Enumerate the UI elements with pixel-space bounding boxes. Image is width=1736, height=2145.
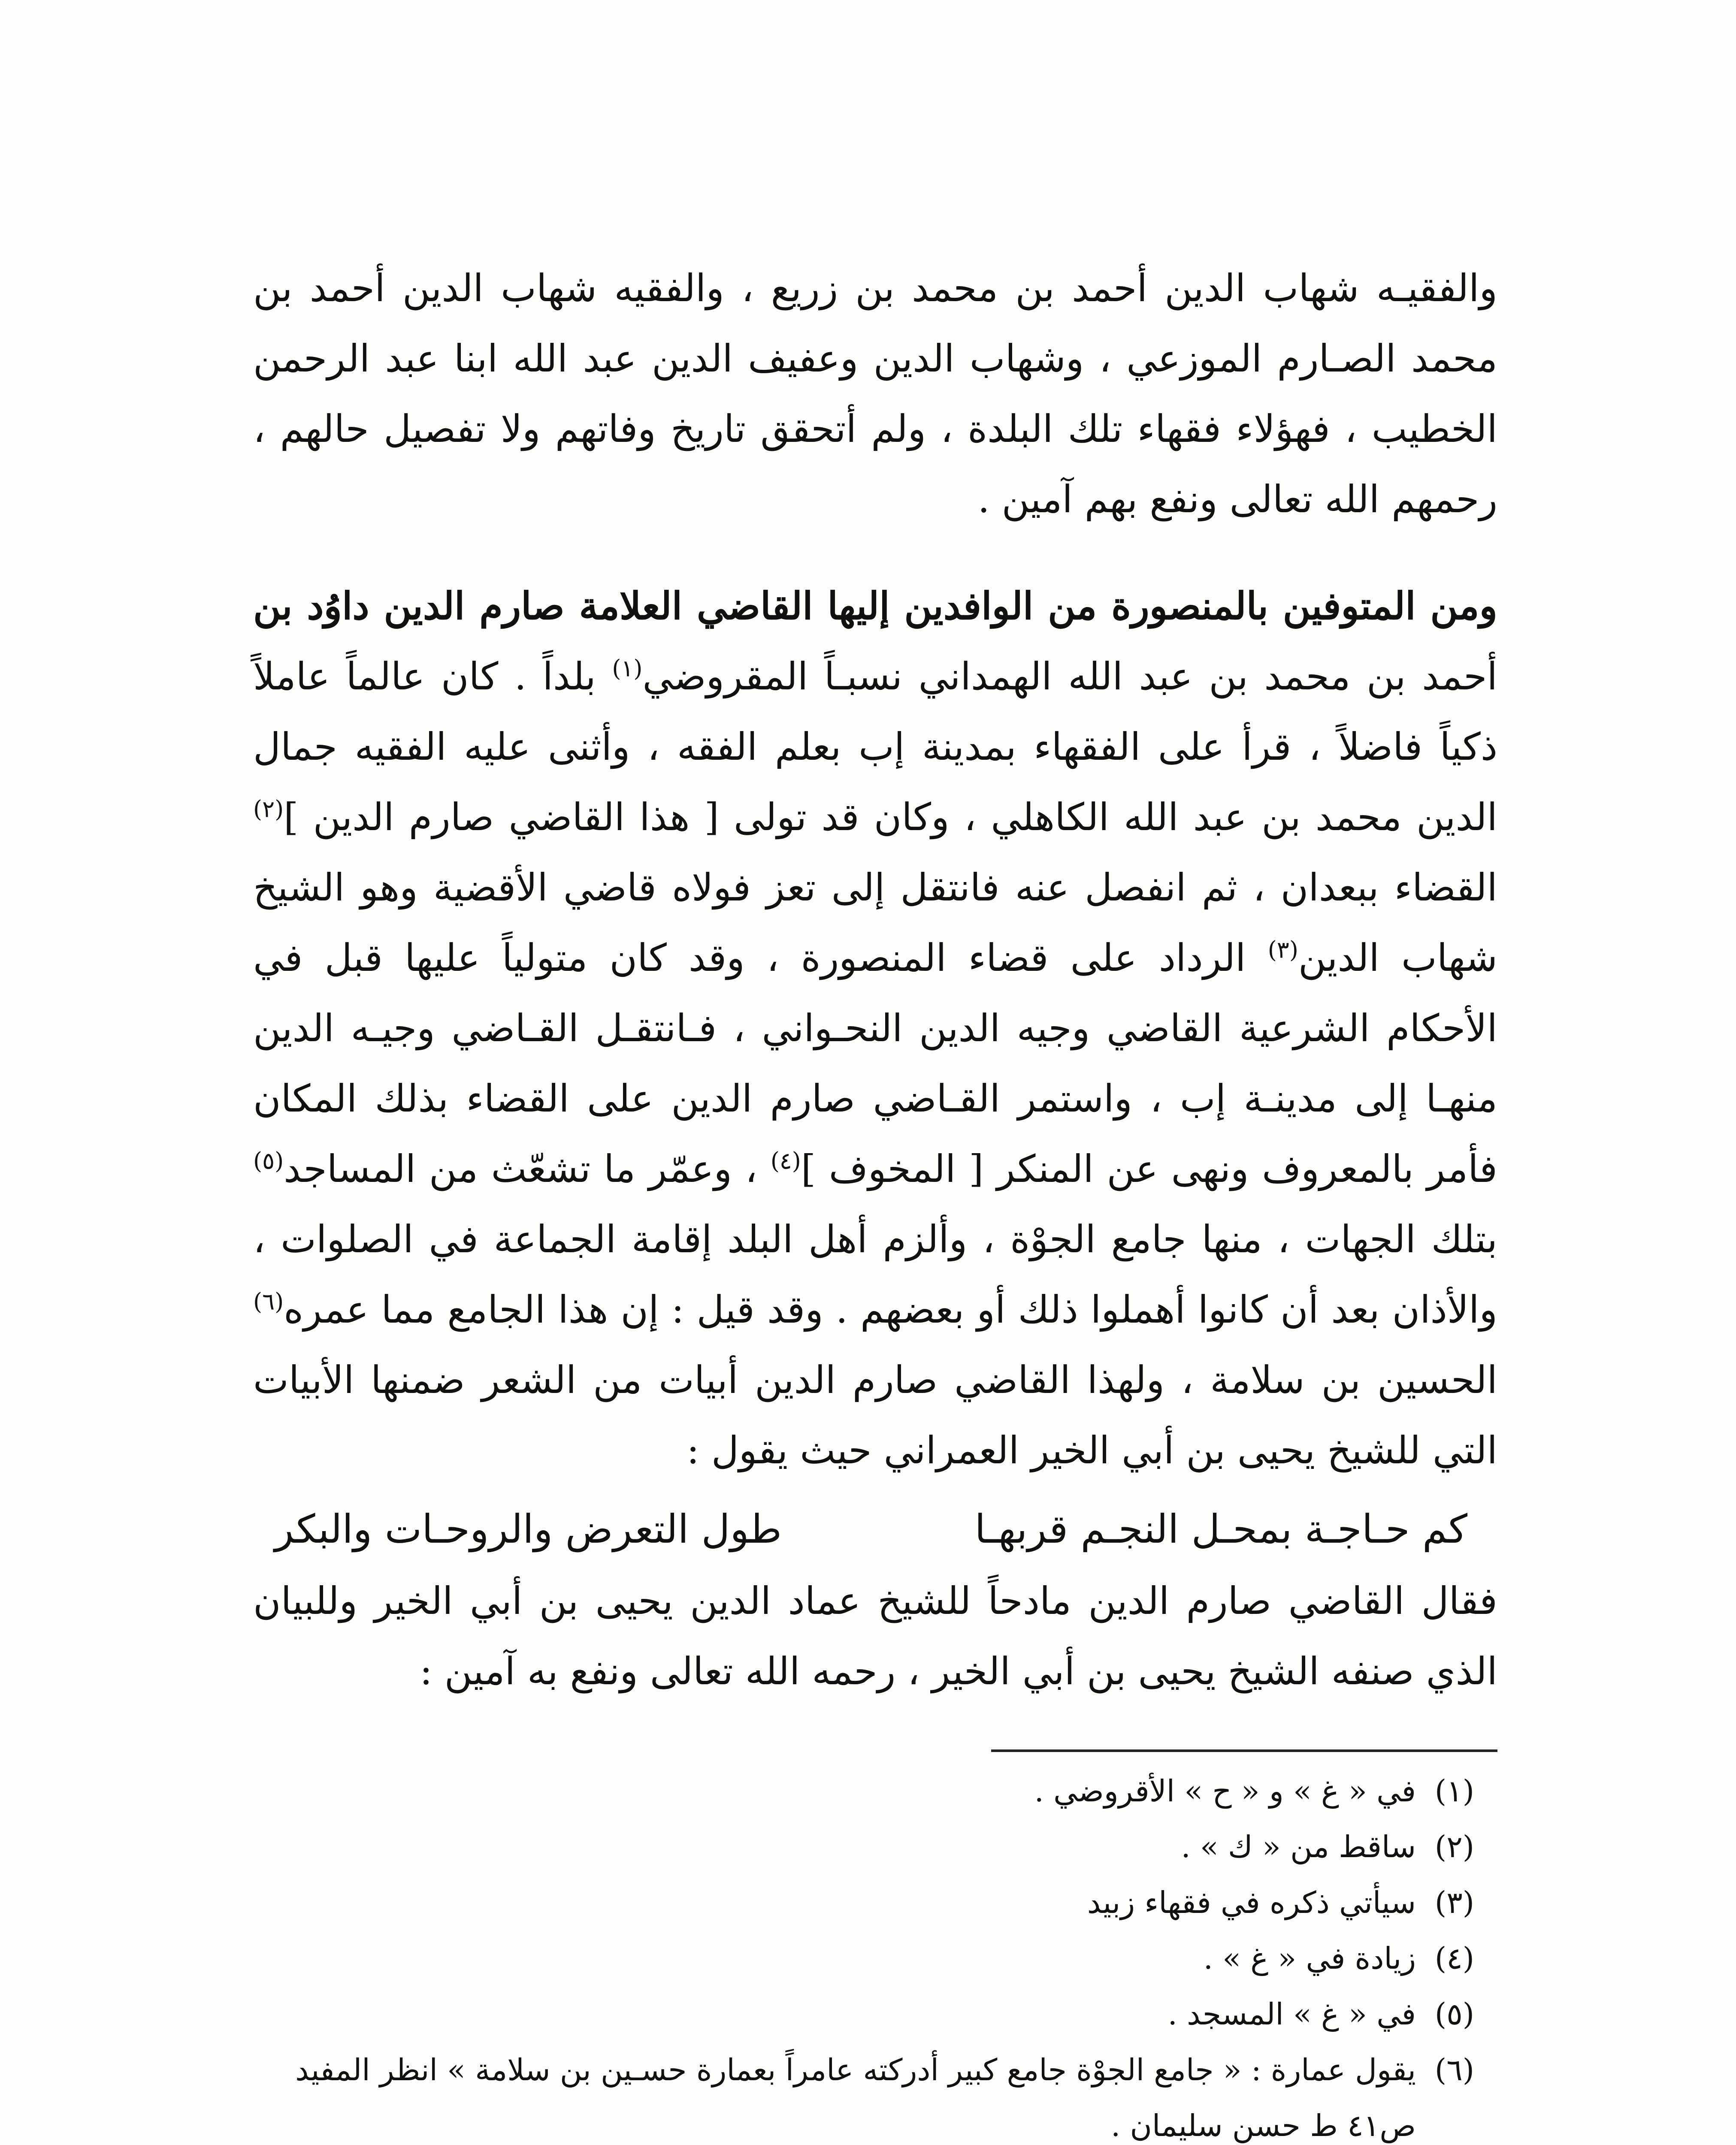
paragraph-2-segment: بلداً . كان عالماً عاملاً ذكياً فاضلاً ، قرأ على الفقهاء بمدينة إب بعلم الفقه ، وأثنى عليه الفقيه جمال الدين محمد بن عبد الله الكاهلي ، وكان قد تولى [ هذا القاضي صارم الدين ] <box>253 654 1498 839</box>
footnote-number: (٥) <box>1434 1997 1475 2032</box>
paragraph-2-lead: ومن المتوفين بالمنصورة من الوافدين إليها القاضي العلامة صارم الدين داوُد بن <box>253 583 1497 628</box>
footnotes <box>257 1763 1493 2145</box>
footnote-number: (٦) <box>1434 2052 1475 2088</box>
footnote-text: ساقط من « ك » . <box>1181 1829 1416 1864</box>
footnote-text: سيأتي ذكره في فقهاء زبيد <box>1087 1885 1416 1920</box>
verse-first-hemistich: كم حـاجـة بمحـل النجـم قربهـا <box>974 1506 1467 1552</box>
footnote-marker-1: (١) <box>612 655 643 682</box>
footnote-item <box>257 1763 1493 1819</box>
footnote-text: زيادة في « غ » . <box>1203 1941 1416 1976</box>
footnote-item <box>257 1986 1493 2042</box>
footnote-number: (٢) <box>1434 1829 1475 1864</box>
verse-second-hemistich: طول التعرض والروحـات والبكر <box>275 1506 782 1552</box>
footnote-item <box>257 1930 1493 1986</box>
footnote-number: (٤) <box>1434 1941 1475 1976</box>
poem-verse <box>275 1493 1467 1566</box>
footnote-text: في « غ » و « ح » الأقروضي . <box>1034 1773 1416 1809</box>
paragraph-2-segment: ، وعمّر ما تشعّث من المساجد <box>284 1147 771 1191</box>
paragraph-2-segment: الرداد على قضاء المنصورة ، وقد كان متولياً عليها قبل في الأحكام الشرعية القاضي وجيه الدين النحـواني ، فـانتقـل القـاضي وجيـه الدين منهـا إلى مدينـة إب ، واستمر القـاضي صارم الدين على القضاء بذلك المكان فأمر بالمعروف ونهى عن المنكر [ المخوف ] <box>253 936 1497 1191</box>
paragraph-3: فقال القاضي صارم الدين مادحاً للشيخ عماد الدين يحيى بن أبي الخير وللبيان الذي صنفه الشيخ يحيى بن أبي الخير ، رحمه الله تعالى ونفع به آمين : <box>253 1579 1497 1693</box>
footnote-item <box>257 2042 1493 2145</box>
footnote-marker-2: (٢) <box>253 795 284 823</box>
footnote-number: (١) <box>1434 1773 1475 1809</box>
paragraph-2 <box>253 571 1497 1486</box>
paragraph-2-segment: الحسين بن سلامة ، ولهذا القاضي صارم الدين أبيات من الشعر ضمنها الأبيات التي للشيخ يحيى بن أبي الخير العمراني حيث يقول : <box>253 1358 1497 1472</box>
paragraph-2-segment: بتلك الجهات ، منها جامع الجوْة ، وألزم أهل البلد إقامة الجماعة في الصلوات ، والأذان بعد أن كانوا أهملوا ذلك أو بعضهم . وقد قيل : إن هذا الجامع مما عمره <box>253 1217 1497 1332</box>
footnote-item <box>257 1875 1493 1930</box>
paragraph-2-segment: القضاء ببعدان ، ثم انفصل عنه فانتقل إلى تعز فولاه قاضي الأقضية وهو الشيخ شهاب الدين <box>253 865 1497 980</box>
footnote-text: يقول عمارة : « جامع الجوْة جامع كبير أدركته عامراً بعمارة حسـين بن سلامة » انظر المفيد ص٤١ ط حسن سليمان . <box>295 2052 1416 2143</box>
paragraph-1: والفقيـه شهاب الدين أحمد بن محمد بن زريع ، والفقيه شهاب الدين أحمد بن محمد الصـارم الموزعي ، وشهاب الدين وعفيف الدين عبد الله ابنا عبد الرحمن الخطيب ، فهؤلاء فقهاء تلك البلدة ، ولم أتحقق تاريخ وفاتهم ولا تفصيل حالهم ، رحمهم الله تعالى ونفع بهم آمين . <box>253 266 1498 521</box>
paragraph-2-segment: أحمد بن محمد بن عبد الله الهمداني نسبـاً المقروضي <box>642 654 1498 698</box>
footnote-number: (٣) <box>1434 1885 1475 1920</box>
footnote-marker-6: (٦) <box>253 1288 284 1315</box>
footnote-divider <box>991 1749 1497 1752</box>
footnote-item <box>257 1819 1493 1875</box>
footnote-marker-3: (٣) <box>1267 936 1298 964</box>
footnote-marker-4: (٤) <box>770 1147 801 1175</box>
footnote-marker-5: (٥) <box>253 1147 284 1175</box>
footnote-text: في « غ » المسجد . <box>1167 1997 1416 2032</box>
